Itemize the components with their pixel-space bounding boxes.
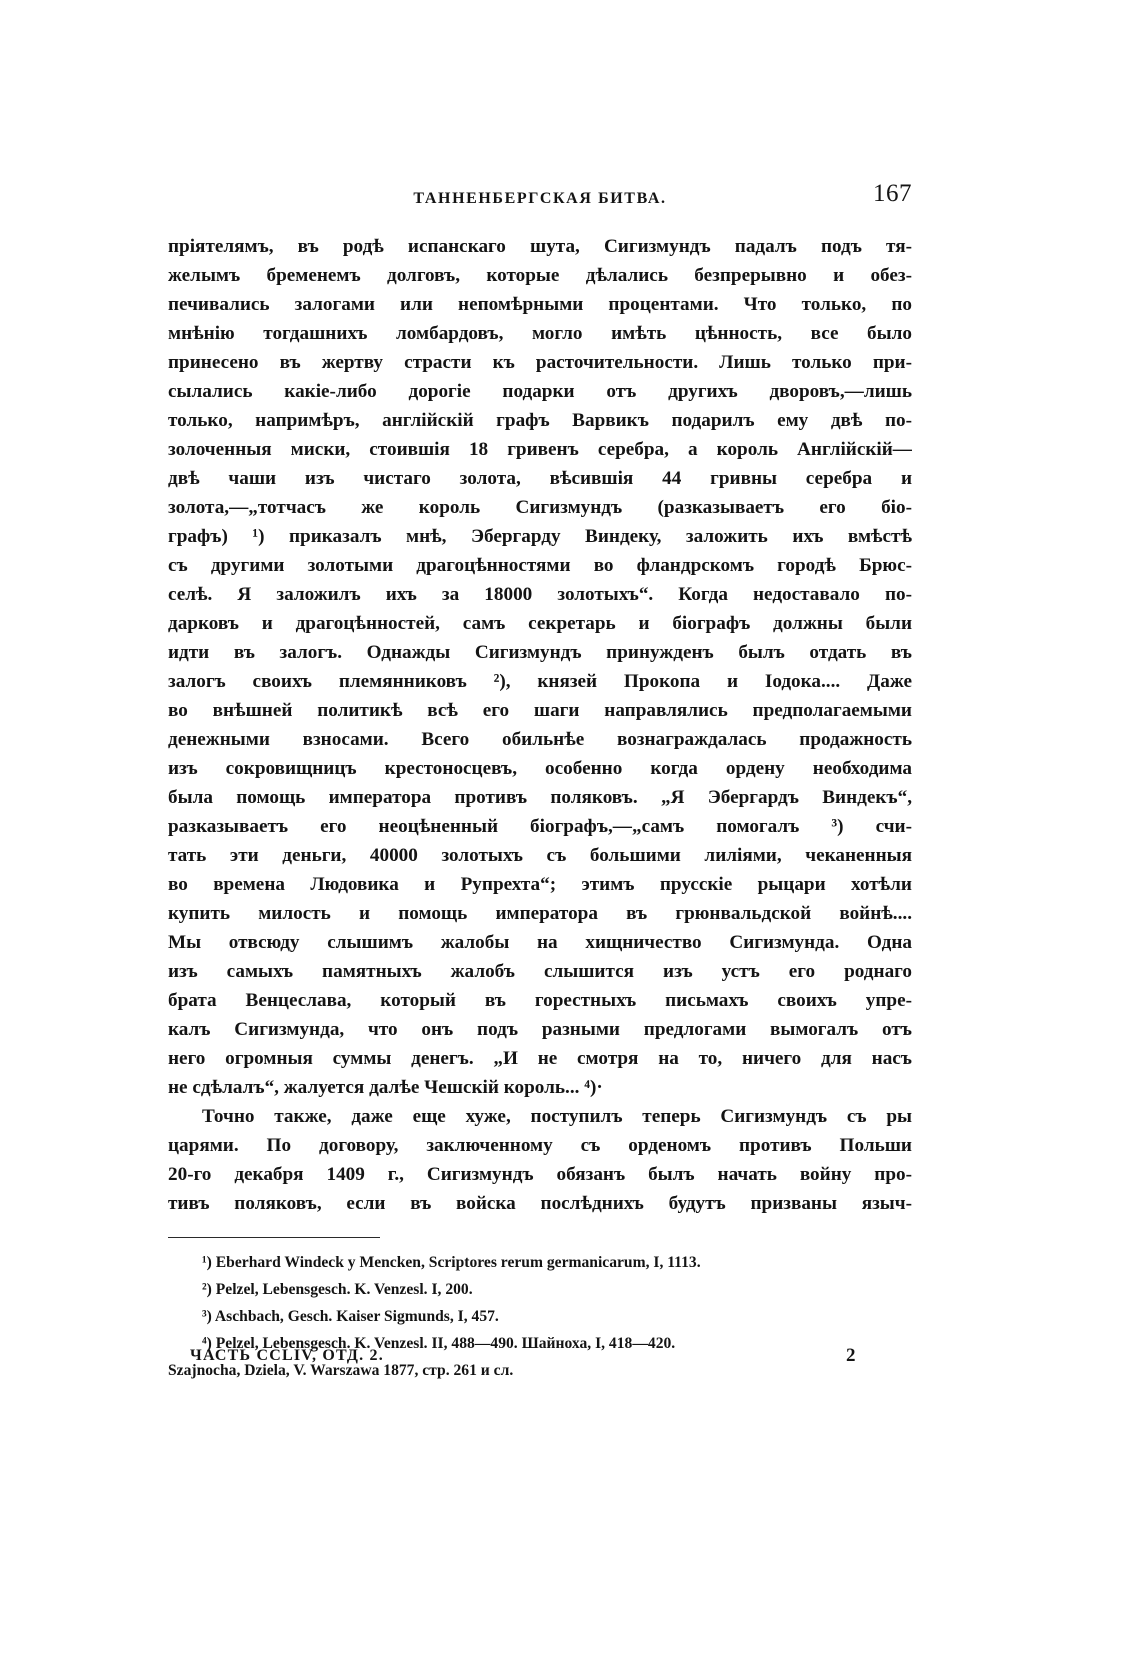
body-text: [168, 232, 912, 1218]
signature-row: [168, 1342, 912, 1370]
text-line: калъ Сигизмунда, что онъ подъ разными предлогами вымогалъ отъ: [168, 1019, 912, 1040]
footnote-marker: ²): [202, 1281, 212, 1298]
text-line: изъ сокровищницъ крестоносцевъ, особенно когда ордену необходима: [168, 758, 912, 779]
signature-mark: 2: [846, 1345, 856, 1366]
text-line: тивъ поляковъ, если въ войска послѣднихъ будутъ призваны языч-: [168, 1193, 912, 1214]
footnote-text: Aschbach, Gesch. Kaiser Sigmunds, I, 457.: [214, 1308, 499, 1325]
text-line: изъ самыхъ памятныхъ жалобъ слышится изъ устъ его роднаго: [168, 961, 912, 982]
text-line: была помощь императора противъ поляковъ. „Я Эбергардъ Виндекъ“,: [168, 787, 912, 808]
running-header: [168, 180, 912, 216]
text-line: во времена Людовика и Рупрехта“; этимъ прусскіе рыцари хотѣли: [168, 874, 912, 895]
footnote-text: Pelzel, Lebensgesch. K. Venzesl. II, 488—490. Шайноха, I, 418—420.: [215, 1335, 676, 1352]
text-line: тать эти деньги, 40000 золотыхъ съ большими лиліями, чеканенныя: [168, 845, 912, 866]
text-line: сылались какіе-либо дорогіе подарки отъ другихъ дворовъ,—лишь: [168, 381, 912, 402]
text-line: только, напримѣръ, англійскій графъ Варвикъ подарилъ ему двѣ по-: [168, 410, 912, 431]
text-line: печивались залогами или непомѣрными процентами. Что только, по: [168, 294, 912, 315]
footnote-2: [168, 1276, 912, 1303]
text-line: Мы отвсюду слышимъ жалобы на хищничество Сигизмунда. Одна: [168, 932, 912, 953]
text-line: идти въ залогъ. Однажды Сигизмундъ принужденъ былъ отдать въ: [168, 642, 912, 663]
text-line: графъ) ¹) приказалъ мнѣ, Эбергарду Виндеку, заложить ихъ вмѣстѣ: [168, 526, 912, 547]
page-number: 167: [873, 180, 912, 207]
text-line: желымъ бременемъ долговъ, которые дѣлались безпрерывно и обез-: [168, 265, 912, 286]
footnote-marker: ³): [202, 1308, 212, 1325]
text-line: него огромныя суммы денегъ. „И не смотря на то, ничего для насъ: [168, 1048, 912, 1069]
text-line: принесено въ жертву страсти къ расточительности. Лишь только при-: [168, 352, 912, 373]
text-line: купить милость и помощь императора въ грюнвальдской войнѣ....: [168, 903, 912, 924]
footnote-text: Pelzel, Lebensgesch. K. Venzesl. I, 200.: [215, 1281, 473, 1298]
footnote-1: [168, 1249, 912, 1276]
signature-line: ЧАСТЬ CCLIV, ОТД. 2.: [190, 1347, 384, 1364]
footnote-rule: [168, 1237, 380, 1238]
footnote-marker: ⁴): [202, 1335, 212, 1352]
text-line: царями. По договору, заключенному съ орденомъ противъ Польши: [168, 1135, 912, 1156]
text-line: селѣ. Я заложилъ ихъ за 18000 золотыхъ“. Когда недоставало по-: [168, 584, 912, 605]
running-title: ТАННЕНБЕРГСКАЯ БИТВА.: [413, 190, 667, 207]
text-line: золоченныя миски, стоившія 18 гривенъ серебра, а король Англійскій—: [168, 439, 912, 460]
text-line: залогъ своихъ племянниковъ ²), князей Прокопа и Іодока.... Даже: [168, 671, 912, 692]
text-line: золота,—„тотчасъ же король Сигизмундъ (разказываетъ его біо-: [168, 497, 912, 518]
text-line: Точно также, даже еще хуже, поступилъ теперь Сигизмундъ съ ры: [202, 1106, 912, 1127]
text-line: мнѣнію тогдашнихъ ломбардовъ, могло имѣть цѣнность, все было: [168, 323, 912, 344]
text-line: дарковъ и драгоцѣнностей, самъ секретарь и біографъ должны были: [168, 613, 912, 634]
text-line: разказываетъ его неоцѣненный біографъ,—„самъ помогалъ ³) счи-: [168, 816, 912, 837]
footnote-marker: ¹): [202, 1254, 212, 1271]
text-line: не сдѣлалъ“, жалуется далѣе Чешскій король... ⁴)·: [168, 1077, 603, 1098]
text-line: во внѣшней политикѣ всѣ его шаги направлялись предполагаемыми: [168, 700, 912, 721]
footnote-text: Eberhard Windeck y Mencken, Scriptores rerum germanicarum, I, 1113.: [215, 1254, 701, 1271]
footnote-4-continuation: Szajnocha, Dziela, V. Warszawa 1877, стр. 261 и сл.: [168, 1362, 514, 1379]
text-line: 20-го декабря 1409 г., Сигизмундъ обязанъ былъ начать войну про-: [168, 1164, 912, 1185]
text-line: двѣ чаши изъ чистаго золота, вѣсившія 44 гривны серебра и: [168, 468, 912, 489]
paragraph-2: [168, 1102, 912, 1218]
paragraph-1: [168, 232, 912, 1102]
text-line: пріятелямъ, въ родѣ испанскаго шута, Сигизмундъ падалъ подъ тя-: [168, 236, 912, 257]
text-line: съ другими золотыми драгоцѣнностями во фландрскомъ городѣ Брюс-: [168, 555, 912, 576]
text-line: денежными взносами. Всего обильнѣе вознаграждалась продажность: [168, 729, 912, 750]
footnote-3: [168, 1303, 912, 1330]
text-line: брата Венцеслава, который въ горестныхъ письмахъ своихъ упре-: [168, 990, 912, 1011]
